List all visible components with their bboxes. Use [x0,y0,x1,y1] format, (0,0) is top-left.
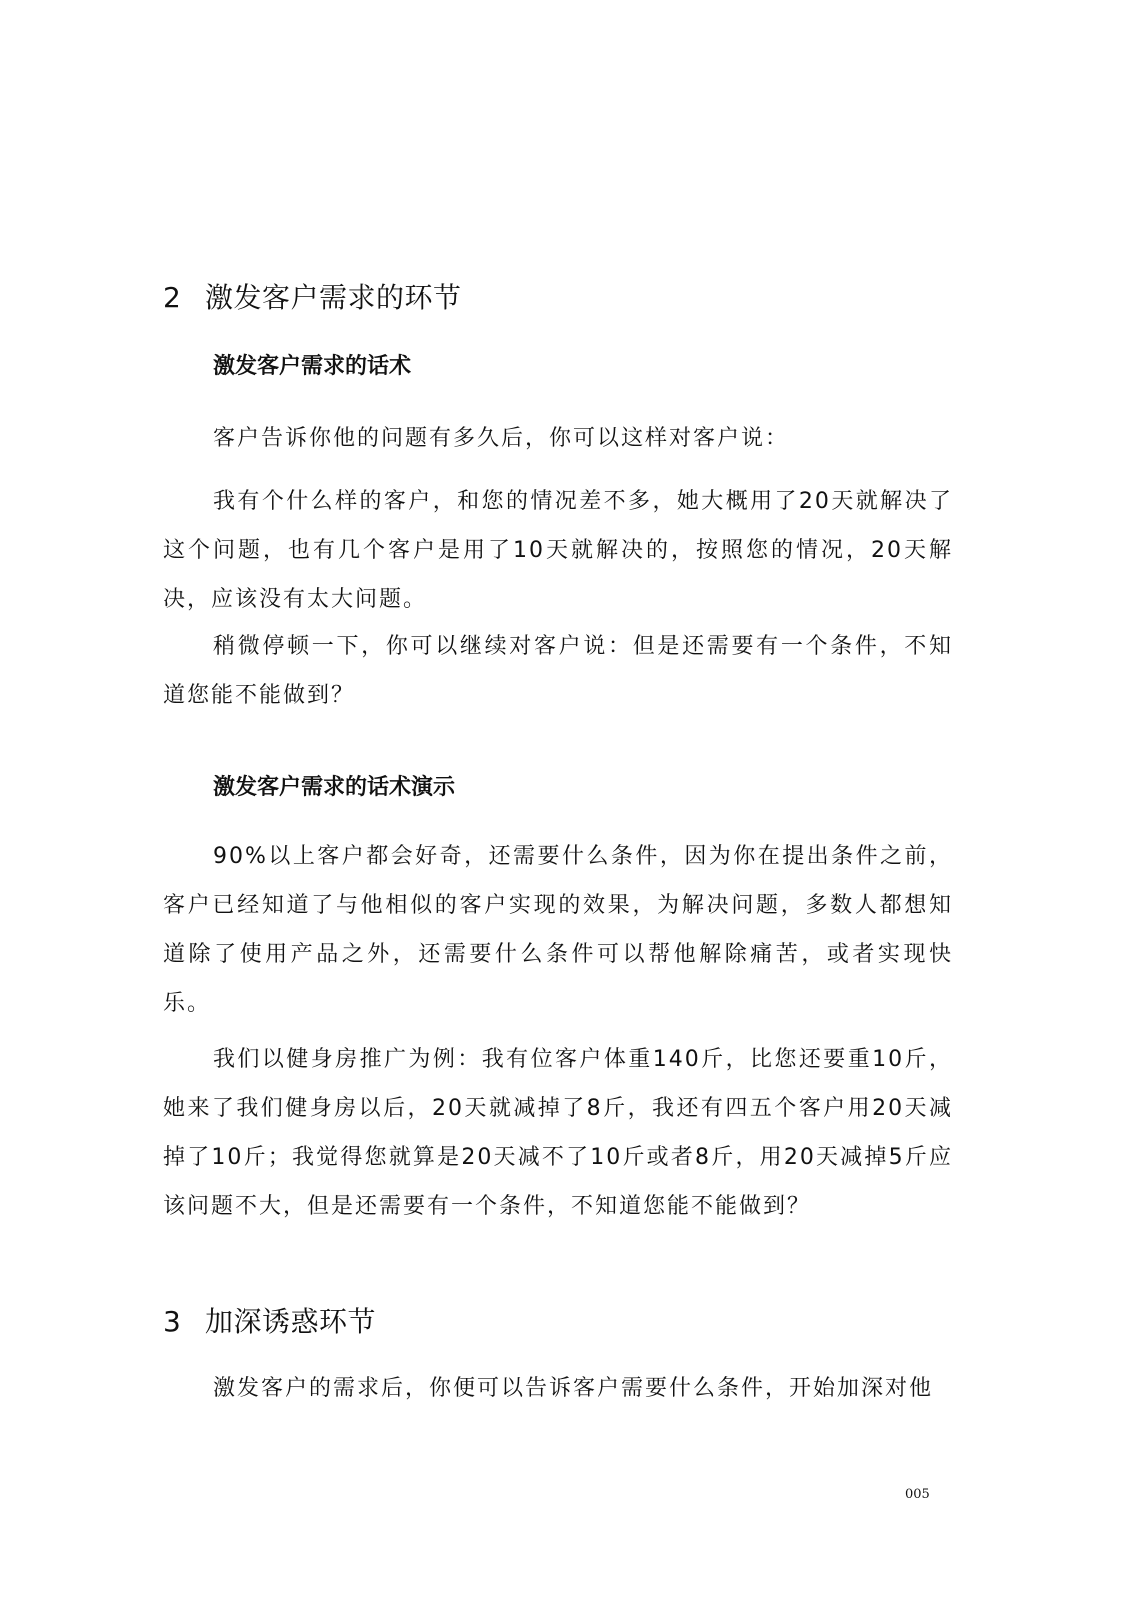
subheading-script: 激发客户需求的话术 [213,354,412,379]
section-number: 3 [163,1305,182,1338]
page-number: 005 [905,1487,930,1502]
paragraph: 我有个什么样的客户，和您的情况差不多，她大概用了20天就解决了这个问题，也有几个客户是用了10天就解决的，按照您的情况，20天解决，应该没有太大问题。 [163,489,953,612]
paragraph: 我们以健身房推广为例：我有位客户体重140斤，比您还要重10斤，她来了我们健身房以后，20天就减掉了8斤，我还有四五个客户用20天减掉了10斤；我觉得您就算是20天减不了10斤或者8斤，用20天减掉5斤应该问题不大，但是还需要有一个条件，不知道您能不能做到？ [163,1047,953,1219]
section-heading-2 [163,280,462,316]
section-heading-3 [163,1304,376,1340]
subheading-script-demo: 激发客户需求的话术演示 [213,775,456,800]
paragraph: 激发客户的需求后，你便可以告诉客户需要什么条件，开始加深对他 [213,1376,934,1401]
paragraph: 90%以上客户都会好奇，还需要什么条件，因为你在提出条件之前，客户已经知道了与他相似的客户实现的效果，为解决问题，多数人都想知道除了使用产品之外，还需要什么条件可以帮他解除痛苦，或者实现快乐。 [163,844,953,1016]
paragraph: 客户告诉你他的问题有多久后，你可以这样对客户说： [213,426,790,451]
section-title: 加深诱惑环节 [205,1305,377,1338]
section-number: 2 [163,281,182,314]
paragraph: 稍微停顿一下，你可以继续对客户说：但是还需要有一个条件，不知道您能不能做到？ [163,634,953,708]
section-title: 激发客户需求的环节 [205,281,462,314]
